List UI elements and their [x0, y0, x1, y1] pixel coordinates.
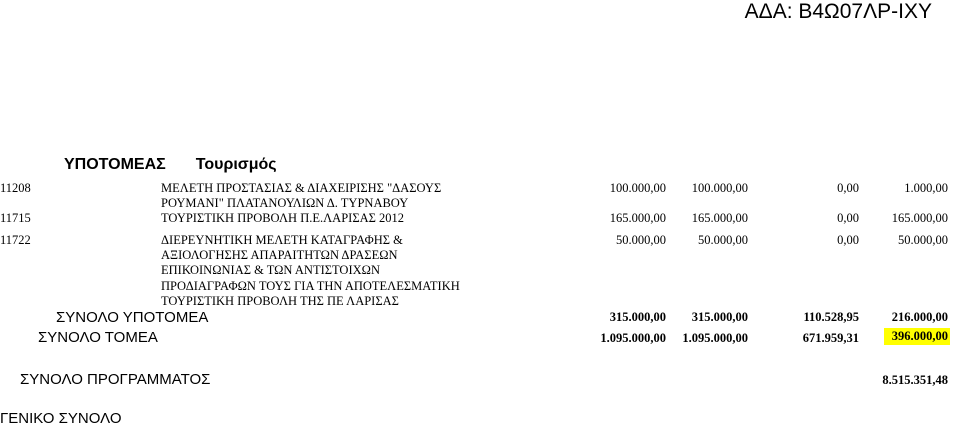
row-code: 11715 [0, 211, 31, 225]
row-value-2: 165.000,00 [691, 211, 748, 225]
row-value-2: 100.000,00 [691, 181, 748, 195]
row-description-line: ΠΡΟΔΙΑΓΡΑΦΩΝ ΤΟΥΣ ΓΙΑ ΤΗΝ ΑΠΟΤΕΛΕΣΜΑΤΙΚΗ [161, 278, 460, 293]
subsector-label: ΥΠΟΤΟΜΕΑΣ [64, 156, 166, 173]
row-value-4: 165.000,00 [891, 211, 948, 225]
subsector-title [64, 156, 277, 174]
grand-total-label: ΓΕΝΙΚΟ ΣΥΝΟΛΟ [0, 410, 122, 427]
row-code: 11722 [0, 233, 31, 247]
subsector-total-value-1: 315.000,00 [609, 310, 666, 324]
row-description-line: ΕΠΙΚΟΙΝΩΝΙΑΣ & ΤΩΝ ΑΝΤΙΣΤΟΙΧΩΝ [161, 263, 380, 278]
row-value-3: 0,00 [837, 181, 859, 195]
row-value-1: 165.000,00 [609, 211, 666, 225]
subsector-name: Τουρισμός [195, 156, 277, 173]
row-value-1: 100.000,00 [609, 181, 666, 195]
row-value-3: 0,00 [837, 233, 859, 247]
sector-total-value-1: 1.095.000,00 [600, 331, 666, 345]
sector-total-value-3: 671.959,31 [802, 331, 859, 345]
ada-code: ΑΔΑ: Β4Ω07ΛΡ-ΙΧΥ [744, 0, 932, 23]
subsector-total-value-3: 110.528,95 [803, 310, 859, 324]
row-value-3: 0,00 [837, 211, 859, 225]
sector-total-value-4-wrapper [884, 329, 950, 344]
row-description-line: ΡΟΥΜΑΝΙ" ΠΛΑΤΑΝΟΥΛΙΩΝ Δ. ΤΥΡΝΑΒΟΥ [161, 196, 409, 211]
sector-total-value-4: 396.000,00 [884, 328, 950, 345]
program-total-label: ΣΥΝΟΛΟ ΠΡΟΓΡΑΜΜΑΤΟΣ [20, 371, 211, 388]
subsector-total-value-4: 216.000,00 [891, 310, 948, 324]
program-total-value: 8.515.351,48 [882, 373, 948, 387]
row-value-2: 50.000,00 [698, 233, 748, 247]
row-value-1: 50.000,00 [616, 233, 666, 247]
row-code: 11208 [0, 181, 31, 195]
row-description-line: ΜΕΛΕΤΗ ΠΡΟΣΤΑΣΙΑΣ & ΔΙΑΧΕΙΡΙΣΗΣ "ΔΑΣΟΥΣ [161, 181, 442, 195]
row-description-line: ΑΞΙΟΛΟΓΗΣΗΣ ΑΠΑΡΑΙΤΗΤΩΝ ΔΡΑΣΕΩΝ [161, 248, 398, 263]
row-description-line: ΔΙΕΡΕΥΝΗΤΙΚΗ ΜΕΛΕΤΗ ΚΑΤΑΓΡΑΦΗΣ & [161, 233, 403, 247]
row-value-4: 50.000,00 [898, 233, 948, 247]
row-value-4: 1.000,00 [904, 181, 948, 195]
subsector-total-label: ΣΥΝΟΛΟ ΥΠΟΤΟΜΕΑ [56, 309, 209, 326]
row-description [161, 233, 460, 309]
row-description-line: ΤΟΥΡΙΣΤΙΚΗ ΠΡΟΒΟΛΗ ΤΗΣ ΠΕ ΛΑΡΙΣΑΣ [161, 293, 399, 308]
sector-total-value-2: 1.095.000,00 [682, 331, 748, 345]
row-description-line: ΤΟΥΡΙΣΤΙΚΗ ΠΡΟΒΟΛΗ Π.Ε.ΛΑΡΙΣΑΣ 2012 [161, 211, 405, 225]
row-description [161, 211, 404, 226]
sector-total-label: ΣΥΝΟΛΟ ΤΟΜΕΑ [38, 329, 158, 346]
row-description [161, 181, 441, 211]
subsector-total-value-2: 315.000,00 [691, 310, 748, 324]
